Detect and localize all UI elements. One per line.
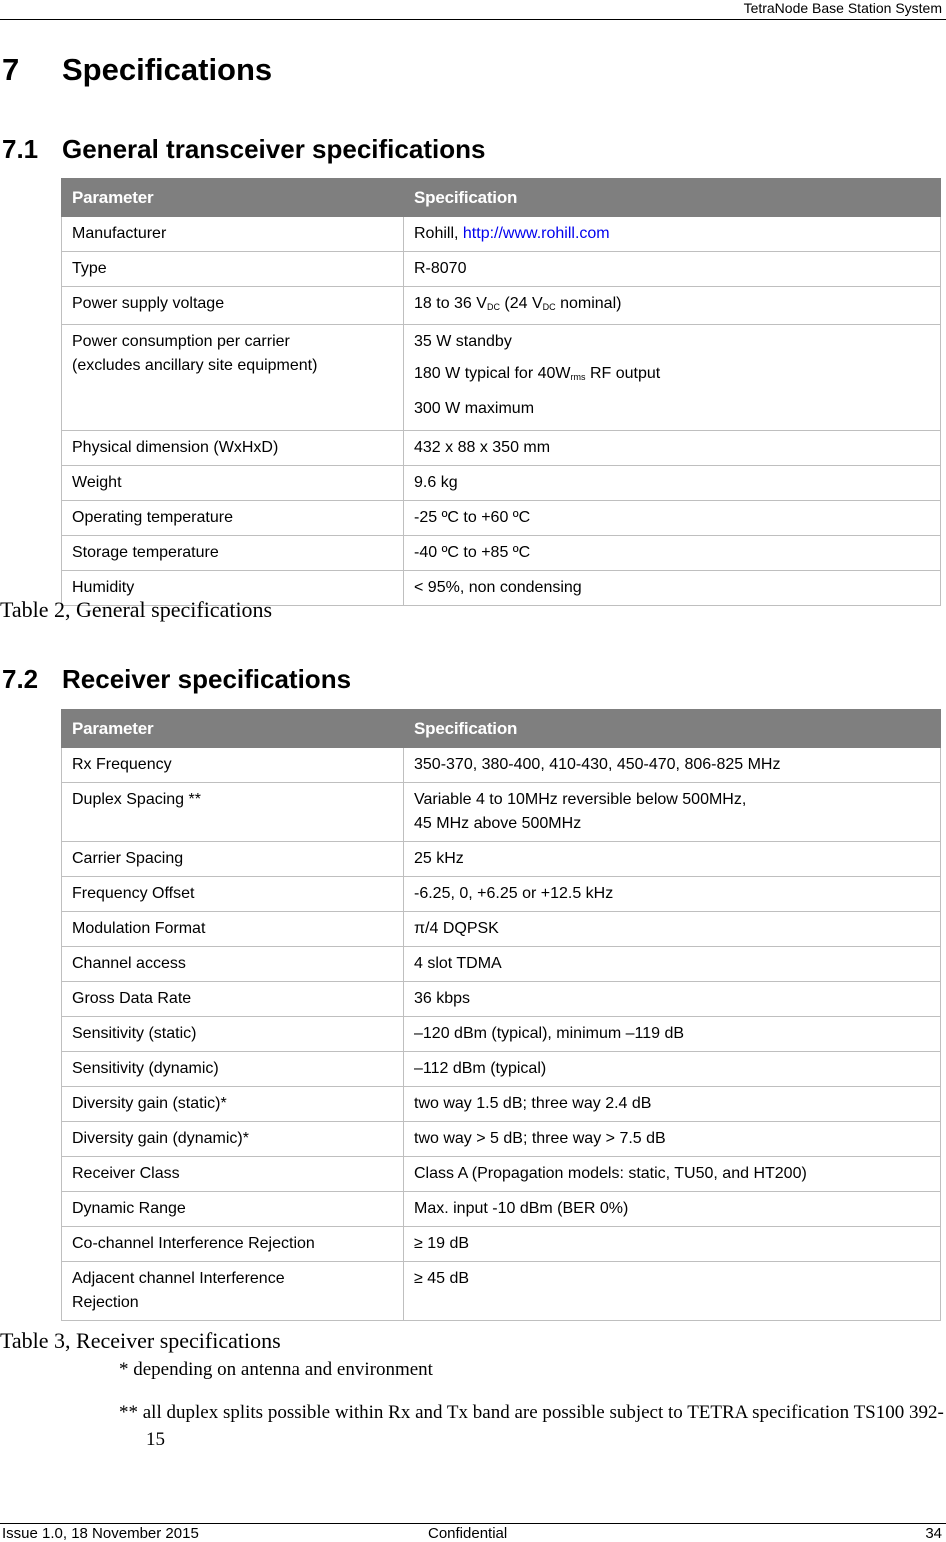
table-row	[62, 431, 941, 466]
spec-text: nominal)	[555, 295, 622, 312]
column-header-parameter: Parameter	[62, 710, 404, 748]
spec-cell: 432 x 88 x 350 mm	[404, 431, 941, 466]
spec-cell: Class A (Propagation models: static, TU50, and HT200)	[404, 1157, 941, 1192]
spec-cell: 4 slot TDMA	[404, 947, 941, 982]
spec-text: RF output	[585, 365, 661, 382]
footnote: * depending on antenna and environment	[119, 1359, 433, 1380]
table-header-row	[62, 710, 941, 748]
table-row	[62, 325, 941, 431]
spec-cell: < 95%, non condensing	[404, 571, 941, 606]
subsection-number: 7.2	[2, 664, 39, 694]
table-row	[62, 783, 941, 842]
spec-cell: two way 1.5 dB; three way 2.4 dB	[404, 1087, 941, 1122]
table-row	[62, 536, 941, 571]
spec-line: Variable 4 to 10MHz reversible below 500MHz,	[414, 791, 747, 808]
spec-cell: -6.25, 0, +6.25 or +12.5 kHz	[404, 877, 941, 912]
table-row	[62, 1227, 941, 1262]
param-cell: Humidity	[62, 571, 404, 606]
spec-cell	[404, 325, 941, 431]
receiver-spec-table	[61, 709, 941, 1321]
spec-cell	[404, 783, 941, 842]
param-cell: Duplex Spacing **	[62, 783, 404, 842]
spec-text: 180 W typical for 40W	[414, 365, 571, 382]
subsection-title: Receiver specifications	[62, 664, 352, 694]
spec-line: 300 W maximum	[414, 400, 535, 417]
param-cell: Manufacturer	[62, 217, 404, 252]
footer-classification: Confidential	[428, 1525, 508, 1542]
spec-cell: -25 ºC to +60 ºC	[404, 501, 941, 536]
param-cell: Physical dimension (WxHxD)	[62, 431, 404, 466]
table-row	[62, 982, 941, 1017]
param-cell: Storage temperature	[62, 536, 404, 571]
table-row	[62, 748, 941, 783]
table-caption: Table 3, Receiver specifications	[0, 1328, 281, 1353]
param-cell: Receiver Class	[62, 1157, 404, 1192]
param-line: Rejection	[72, 1294, 139, 1311]
param-cell: Co-channel Interference Rejection	[62, 1227, 404, 1262]
table-row	[62, 912, 941, 947]
table-row	[62, 1122, 941, 1157]
table-row	[62, 287, 941, 325]
column-header-specification: Specification	[404, 179, 941, 217]
param-cell: Carrier Spacing	[62, 842, 404, 877]
spec-line: 45 MHz above 500MHz	[414, 815, 582, 832]
table-row	[62, 501, 941, 536]
param-cell: Frequency Offset	[62, 877, 404, 912]
receiver-spec-heading	[2, 664, 351, 695]
spec-text: (24 V	[499, 295, 543, 312]
page-header	[0, 0, 946, 20]
spec-cell: R-8070	[404, 252, 941, 287]
general-spec-heading	[2, 134, 485, 165]
table-row	[62, 1087, 941, 1122]
spec-text: 18 to 36 V	[414, 295, 487, 312]
spec-cell: two way > 5 dB; three way > 7.5 dB	[404, 1122, 941, 1157]
footnote: ** all duplex splits possible within Rx and Tx band are possible subject to TETRA specification TS100 392-15	[119, 1402, 944, 1450]
param-cell: Operating temperature	[62, 501, 404, 536]
page-number: 34	[925, 1525, 942, 1542]
param-cell: Type	[62, 252, 404, 287]
spec-cell: π/4 DQPSK	[404, 912, 941, 947]
subscript: rms	[570, 372, 586, 382]
param-cell	[62, 325, 404, 431]
table-row	[62, 466, 941, 501]
spec-cell: ≥ 19 dB	[404, 1227, 941, 1262]
table-row	[62, 1157, 941, 1192]
spec-cell: 36 kbps	[404, 982, 941, 1017]
param-cell: Diversity gain (static)*	[62, 1087, 404, 1122]
table-row	[62, 1262, 941, 1321]
param-cell: Rx Frequency	[62, 748, 404, 783]
table-row	[62, 1017, 941, 1052]
spec-cell: 25 kHz	[404, 842, 941, 877]
param-cell: Modulation Format	[62, 912, 404, 947]
table-row	[62, 1052, 941, 1087]
param-cell: Dynamic Range	[62, 1192, 404, 1227]
param-line: (excludes ancillary site equipment)	[72, 357, 318, 374]
param-cell: Channel access	[62, 947, 404, 982]
table-row	[62, 947, 941, 982]
param-cell: Diversity gain (dynamic)*	[62, 1122, 404, 1157]
param-cell: Sensitivity (static)	[62, 1017, 404, 1052]
param-cell: Sensitivity (dynamic)	[62, 1052, 404, 1087]
subscript: DC	[542, 302, 556, 312]
spec-text: Rohill,	[414, 225, 463, 242]
column-header-specification: Specification	[404, 710, 941, 748]
param-cell: Weight	[62, 466, 404, 501]
table-row	[62, 842, 941, 877]
spec-cell: 350-370, 380-400, 410-430, 450-470, 806-825 MHz	[404, 748, 941, 783]
table-row	[62, 877, 941, 912]
param-cell	[62, 1262, 404, 1321]
spec-line: 35 W standby	[414, 333, 512, 350]
spec-line	[414, 358, 930, 393]
subscript: DC	[486, 302, 500, 312]
spec-cell	[404, 217, 941, 252]
spec-cell: –120 dBm (typical), minimum –119 dB	[404, 1017, 941, 1052]
section-heading	[2, 52, 272, 88]
general-spec-table	[61, 178, 941, 606]
table-row	[62, 1192, 941, 1227]
param-line: Power consumption per carrier	[72, 333, 290, 350]
column-header-parameter: Parameter	[62, 179, 404, 217]
subsection-title: General transceiver specifications	[62, 134, 486, 164]
spec-cell: Max. input -10 dBm (BER 0%)	[404, 1192, 941, 1227]
subsection-number: 7.1	[2, 134, 39, 164]
spec-cell: -40 ºC to +85 ºC	[404, 536, 941, 571]
param-cell: Gross Data Rate	[62, 982, 404, 1017]
table-row	[62, 217, 941, 252]
spec-cell	[404, 287, 941, 325]
section-title: Specifications	[62, 52, 273, 87]
table-header-row	[62, 179, 941, 217]
table-caption: Table 2, General specifications	[0, 597, 273, 622]
header-title: TetraNode Base Station System	[743, 0, 942, 16]
table-row	[62, 252, 941, 287]
spec-cell: 9.6 kg	[404, 466, 941, 501]
spec-cell: ≥ 45 dB	[404, 1262, 941, 1321]
footer-issue: Issue 1.0, 18 November 2015	[2, 1525, 199, 1542]
spec-cell: –112 dBm (typical)	[404, 1052, 941, 1087]
param-cell: Power supply voltage	[62, 287, 404, 325]
section-number: 7	[2, 52, 20, 87]
param-line: Adjacent channel Interference	[72, 1270, 285, 1287]
footer-divider	[0, 1523, 946, 1524]
manufacturer-link[interactable]: http://www.rohill.com	[462, 225, 610, 242]
